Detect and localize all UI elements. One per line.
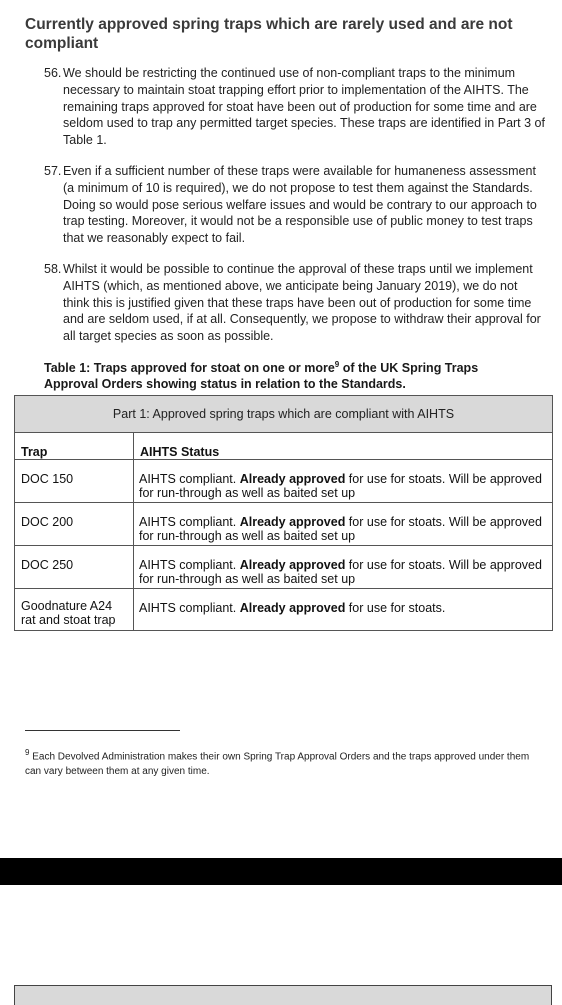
trap-name-cell: DOC 250 [15, 546, 134, 589]
footnote [25, 745, 545, 779]
table-row [15, 589, 553, 631]
paragraph-number: 58. [44, 262, 62, 276]
status-text: for use for stoats. [345, 601, 446, 615]
status-text: for use for stoats. Will be approved for run-through as well as baited set up [139, 515, 542, 543]
paragraph-text: We should be restricting the continued use of non-compliant traps to the minimum necessary to maintain stoat trapping effort prior to implementation of the AIHTS. The remaining traps approved for stoat have been out of production for some time and are seldom used to trap any permitted target species. These traps are identified in Part 3 of Table 1. [63, 66, 545, 148]
table-row [15, 503, 553, 546]
trap-name-cell: Goodnature A24 rat and stoat trap [15, 589, 134, 631]
footnote-divider [25, 730, 180, 731]
status-emphasis: Already approved [239, 558, 346, 572]
paragraph-text: Whilst it would be possible to continue the approval of these traps until we implement AIHTS (which, as mentioned above, we anticipate being January 2019), we do not think this is justified given that these traps have been out of production for some time and are seldom used, if at all. Consequently, we propose to withdraw their approval for all target species as soon as possible. [63, 262, 541, 344]
paragraph-number: 57. [44, 164, 62, 178]
next-page-table-header [14, 985, 552, 1005]
status-text: AIHTS compliant. [139, 472, 240, 486]
status-text: for use for stoats. Will be approved for run-through as well as baited set up [139, 472, 542, 500]
trap-name-cell: DOC 150 [15, 460, 134, 503]
table-caption-text-cont: of the UK Spring Traps Approval Orders showing status in relation to the Standards. [44, 361, 479, 391]
footnote-text: Each Devolved Administration makes their own Spring Trap Approval Orders and the traps approved under them can vary between them at any given time. [25, 751, 530, 778]
footnote-marker: 9 [25, 748, 30, 757]
column-header-trap: Trap [15, 433, 134, 460]
paragraph-58 [40, 261, 545, 345]
paragraph-56 [40, 65, 545, 149]
footnote-reference[interactable]: 9 [334, 360, 340, 369]
status-emphasis: Already approved [239, 472, 346, 486]
paragraph-text: Even if a sufficient number of these traps were available for humaneness assessment (a minimum of 10 is required), we do not propose to test them against the Standards. Doing so would pose serious welfare issues and would be contrary to our approach to trap testing. Moreover, it would not be a responsible use of public money to test traps that we reasonably expect to fail. [63, 164, 537, 246]
column-header-status: AIHTS Status [134, 433, 553, 460]
section-heading: Currently approved spring traps which are rarely used and are not compliant [25, 16, 513, 52]
status-emphasis: Already approved [239, 515, 346, 529]
status-text: AIHTS compliant. [139, 601, 240, 615]
traps-table [14, 395, 553, 631]
table-row [15, 546, 553, 589]
table-part-header: Part 1: Approved spring traps which are compliant with AIHTS [15, 396, 553, 433]
table-caption [44, 357, 514, 392]
status-cell [134, 503, 553, 546]
paragraph-number: 56. [44, 66, 62, 80]
table-row [15, 460, 553, 503]
page-break-band [0, 858, 562, 885]
table-caption-text: Table 1: Traps approved for stoat on one or more [44, 361, 335, 376]
status-cell [134, 460, 553, 503]
status-text: AIHTS compliant. [139, 558, 240, 572]
status-emphasis: Already approved [239, 601, 346, 615]
status-cell [134, 546, 553, 589]
status-text: AIHTS compliant. [139, 515, 240, 529]
trap-name-cell: DOC 200 [15, 503, 134, 546]
paragraph-57 [40, 163, 545, 247]
status-cell [134, 589, 553, 631]
status-text: for use for stoats. Will be approved for run-through as well as baited set up [139, 558, 542, 586]
